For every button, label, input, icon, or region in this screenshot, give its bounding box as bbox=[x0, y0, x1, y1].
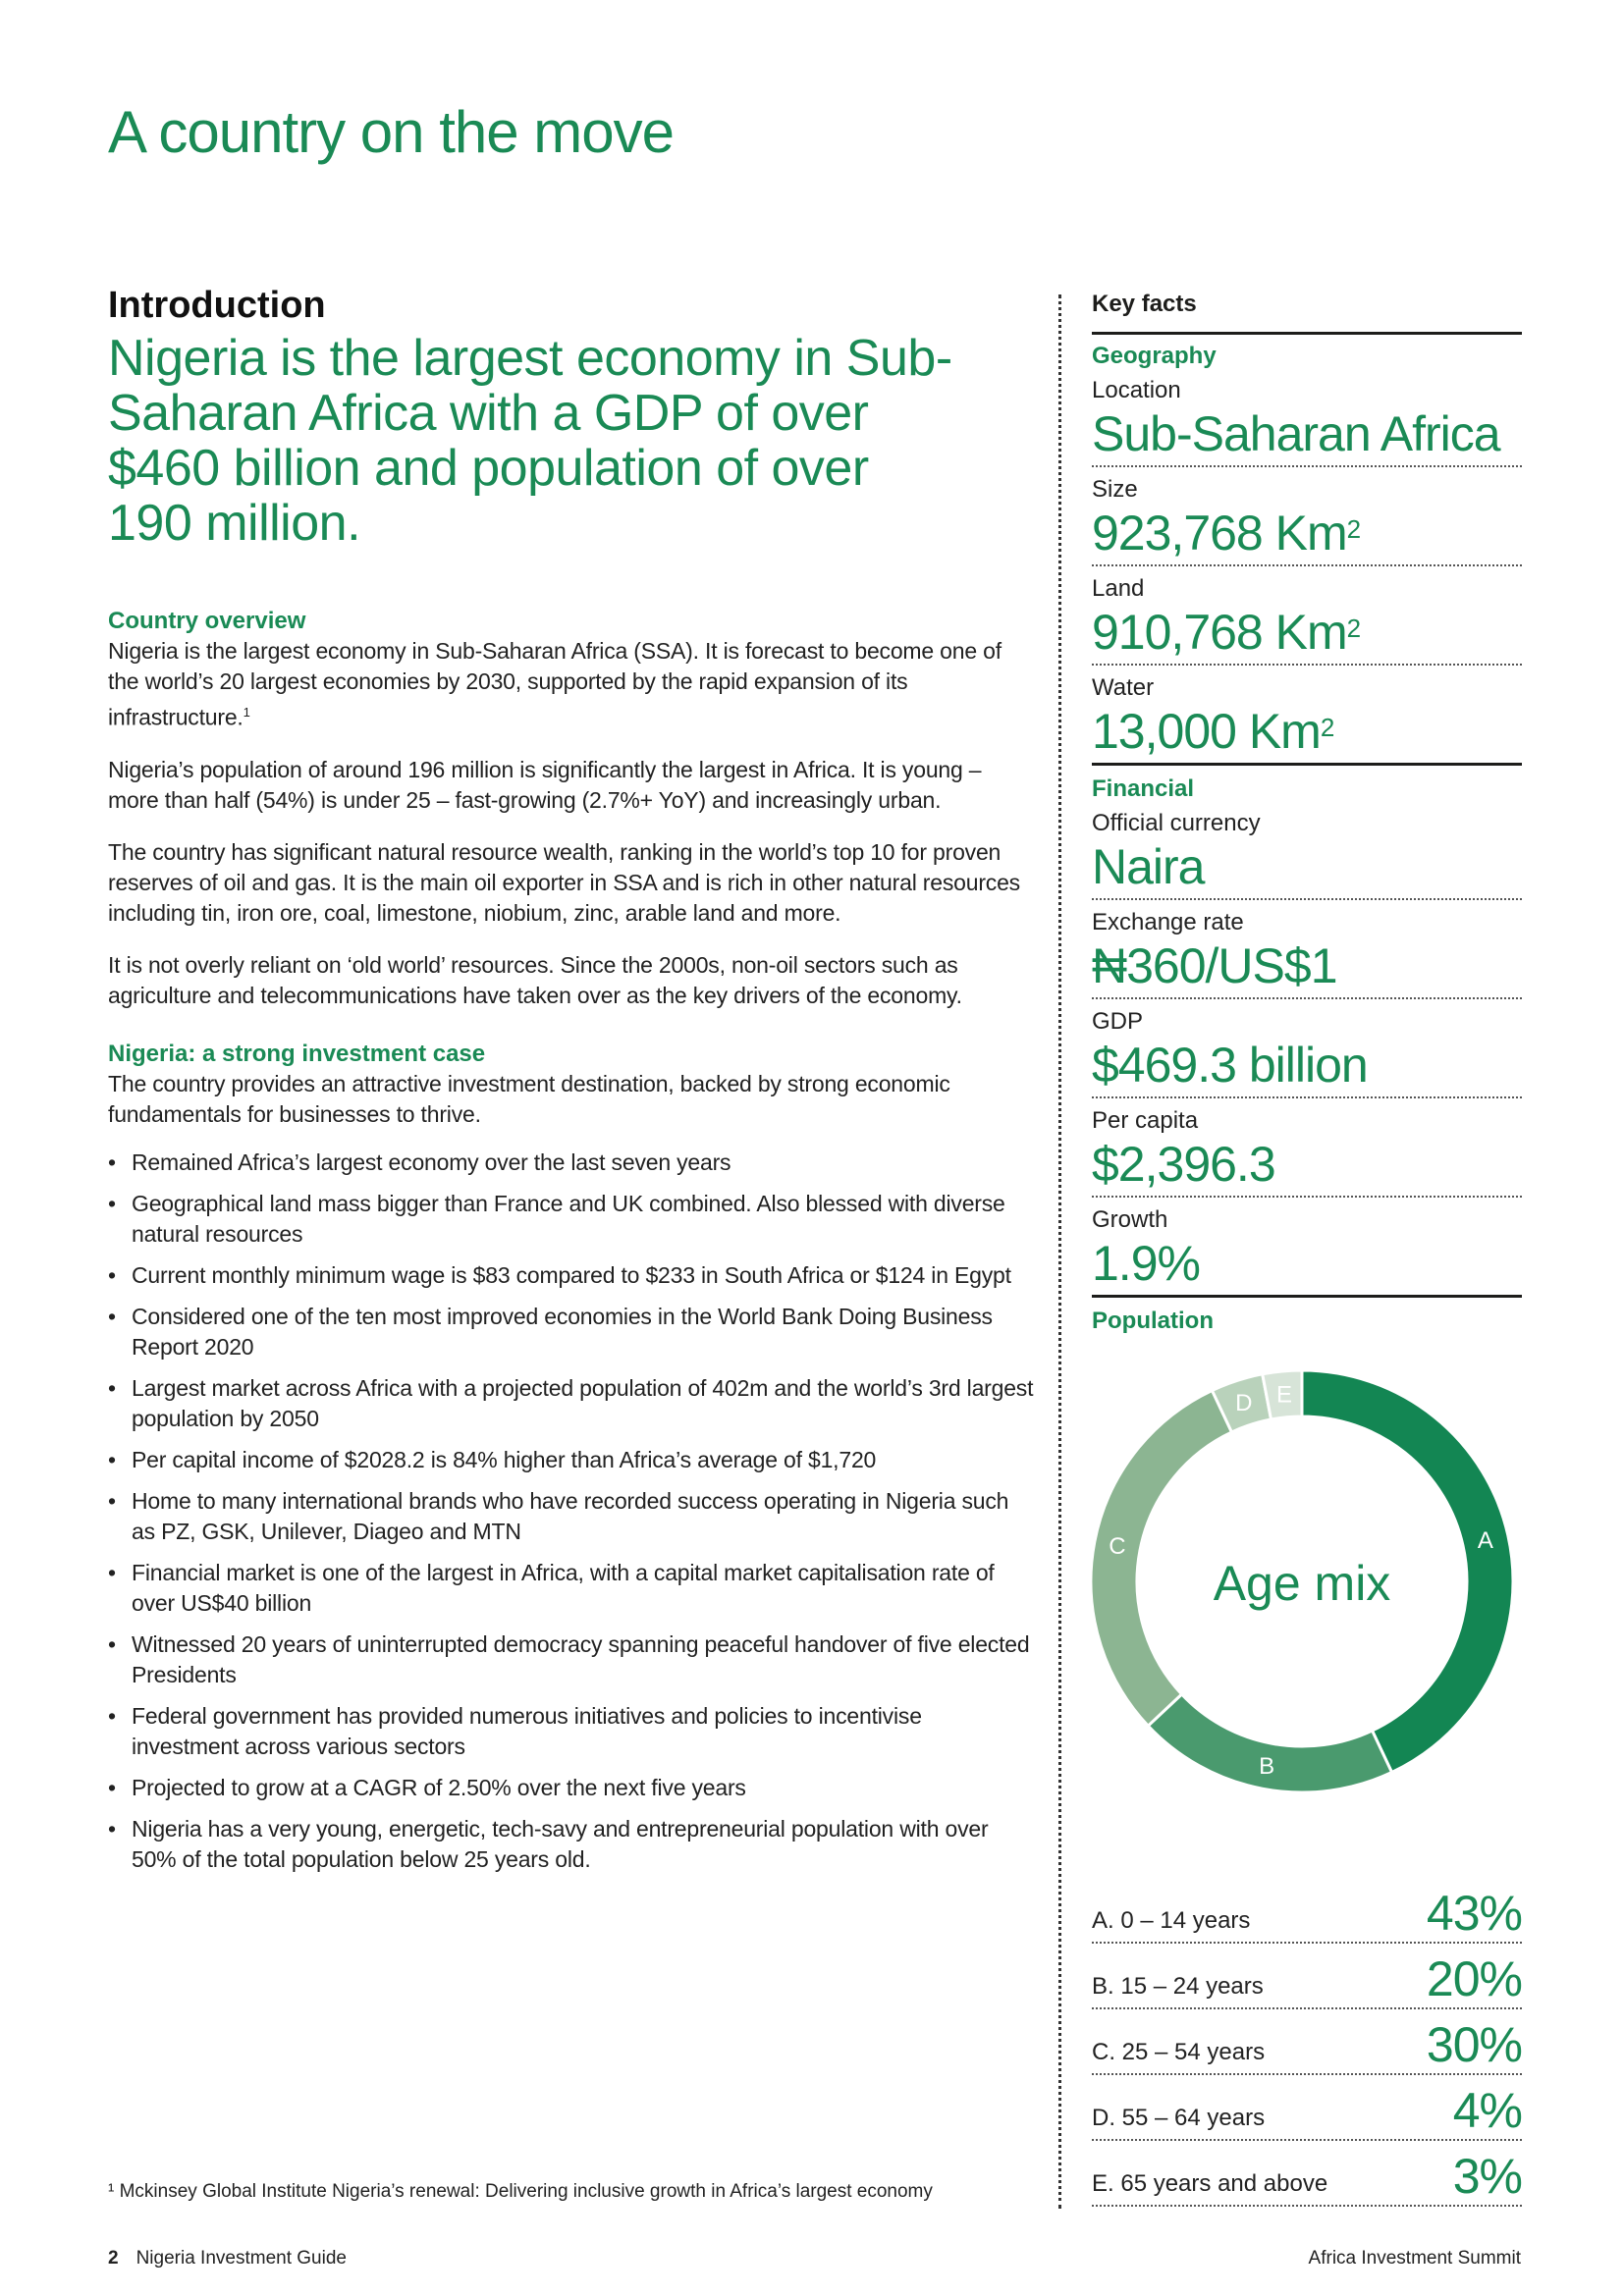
financial-heading: Financial bbox=[1092, 775, 1195, 802]
footnote-marker: 1 bbox=[243, 705, 250, 720]
investment-intro: The country provides an attractive investment destination, backed by strong economic fundamentals for businesses to thrive. bbox=[108, 1070, 950, 1127]
fact-value-text: 923,768 Km bbox=[1092, 506, 1347, 561]
bullet-item: • Nigeria has a very young, energetic, tech-savy and entrepreneurial population with over 50% of the total population below 25 years old. bbox=[108, 1814, 1035, 1875]
fact-gdp bbox=[1092, 1007, 1522, 1098]
donut-slice-label: B bbox=[1259, 1753, 1275, 1781]
footnote: ¹ Mckinsey Global Institute Nigeria’s renewal: Delivering inclusive growth in Africa’s largest economy bbox=[108, 2181, 933, 2202]
donut-slice-label: D bbox=[1235, 1389, 1253, 1416]
overview-paragraph-1-text: Nigeria is the largest economy in Sub-Saharan Africa (SSA). It is forecast to become one of the world’s 20 largest economies by 2030, supported by the rapid expansion of its infrastructure. bbox=[108, 638, 1001, 730]
fact-label: Size bbox=[1092, 476, 1138, 503]
fact-water bbox=[1092, 673, 1522, 766]
page-number: 2 bbox=[108, 2248, 119, 2269]
fact-value bbox=[1092, 703, 1522, 760]
population-heading: Population bbox=[1092, 1308, 1214, 1334]
chart-title: Age mix bbox=[1213, 1556, 1391, 1611]
fact-per-capita bbox=[1092, 1106, 1522, 1198]
investment-bullet-list bbox=[108, 1148, 1036, 1875]
donut-slice-label: C bbox=[1109, 1533, 1126, 1561]
column-divider bbox=[1058, 294, 1061, 2209]
bullet-item: • Projected to grow at a CAGR of 2.50% over the next five years bbox=[108, 1773, 1035, 1803]
fact-label: Land bbox=[1092, 575, 1145, 602]
age-row bbox=[1092, 1947, 1522, 2009]
age-mix-chart bbox=[1092, 1361, 1522, 1802]
bullet-item: • Current monthly minimum wage is $83 compared to $233 in South Africa or $124 in Egypt bbox=[108, 1260, 1035, 1291]
donut-slice-label: E bbox=[1275, 1381, 1292, 1409]
donut-slice-label: A bbox=[1477, 1527, 1493, 1555]
fact-value: Naira bbox=[1092, 839, 1205, 894]
age-value: 20% bbox=[1426, 1951, 1522, 2006]
overview-paragraph-1 bbox=[108, 636, 1036, 733]
footer-left bbox=[108, 2248, 347, 2269]
unit-superscript: 2 bbox=[1320, 713, 1334, 742]
footer-guide-title: Nigeria Investment Guide bbox=[135, 2248, 347, 2269]
footer-right: Africa Investment Summit bbox=[1308, 2248, 1521, 2269]
key-facts-panel bbox=[1092, 291, 1522, 2204]
age-value: 43% bbox=[1426, 1886, 1522, 1941]
fact-label: GDP bbox=[1092, 1008, 1144, 1035]
age-label: C. 25 – 54 years bbox=[1092, 2039, 1266, 2065]
bullet-item: • Per capital income of $2028.2 is 84% higher than Africa’s average of $1,720 bbox=[108, 1445, 1035, 1475]
bullet-item: • Geographical land mass bigger than France and UK combined. Also blessed with diverse natural resources bbox=[108, 1189, 1035, 1250]
overview-paragraph-4: It is not overly reliant on ‘old world’ resources. Since the 2000s, non-oil sectors such as agriculture and telecommunications have taken over as the key drivers of the economy. bbox=[108, 951, 962, 1008]
bullet-item: • Witnessed 20 years of uninterrupted democracy spanning peaceful handover of five elected Presidents bbox=[108, 1629, 1035, 1690]
fact-size bbox=[1092, 475, 1522, 566]
fact-label: Official currency bbox=[1092, 810, 1261, 836]
age-mix-donut bbox=[1092, 1361, 1522, 1802]
age-value: 3% bbox=[1452, 2149, 1522, 2204]
fact-value bbox=[1092, 505, 1522, 561]
bullet-item: • Home to many international brands who have recorded success operating in Nigeria such as PZ, GSK, Unilever, Diageo and MTN bbox=[108, 1486, 1035, 1547]
main-column bbox=[108, 285, 1036, 1886]
bullet-item: • Federal government has provided numerous initiatives and policies to incentivise investment across various sectors bbox=[108, 1701, 1035, 1762]
age-breakdown-list bbox=[1092, 1881, 1522, 2210]
intro-headline: Nigeria is the largest economy in Sub-Saharan Africa with a GDP of over $460 billion and population of over 190 million. bbox=[108, 330, 952, 552]
unit-superscript: 2 bbox=[1346, 514, 1361, 544]
fact-value: 1.9% bbox=[1092, 1236, 1200, 1291]
fact-label: Location bbox=[1092, 377, 1181, 403]
fact-location bbox=[1092, 376, 1522, 467]
age-value: 4% bbox=[1452, 2083, 1522, 2138]
fact-value: Sub-Saharan Africa bbox=[1092, 406, 1500, 461]
fact-value-text: 13,000 Km bbox=[1092, 704, 1321, 759]
unit-superscript: 2 bbox=[1346, 614, 1361, 643]
intro-heading: Introduction bbox=[108, 285, 326, 326]
bullet-item: • Financial market is one of the largest in Africa, with a capital market capitalisation rate of over US$40 billion bbox=[108, 1558, 1035, 1619]
age-label: A. 0 – 14 years bbox=[1092, 1907, 1251, 1934]
fact-growth bbox=[1092, 1205, 1522, 1298]
fact-label: Growth bbox=[1092, 1206, 1168, 1233]
geography-heading: Geography bbox=[1092, 343, 1217, 369]
fact-value bbox=[1092, 604, 1522, 661]
fact-land bbox=[1092, 574, 1522, 666]
fact-currency bbox=[1092, 809, 1522, 900]
fact-value: $469.3 billion bbox=[1092, 1038, 1368, 1093]
fact-value-text: 910,768 Km bbox=[1092, 605, 1347, 660]
fact-exchange-rate bbox=[1092, 908, 1522, 999]
fact-value: $2,396.3 bbox=[1092, 1137, 1275, 1192]
fact-label: Water bbox=[1092, 674, 1155, 701]
investment-case-heading: Nigeria: a strong investment case bbox=[108, 1040, 486, 1067]
fact-label: Exchange rate bbox=[1092, 909, 1244, 935]
bullet-item: • Considered one of the ten most improved economies in the World Bank Doing Business Report 2020 bbox=[108, 1302, 1035, 1362]
overview-paragraph-2: Nigeria’s population of around 196 million is significantly the largest in Africa. It is young – more than half (54%) is under 25 – fast-growing (2.7%+ YoY) and increasingly urban. bbox=[108, 756, 982, 813]
age-label: E. 65 years and above bbox=[1092, 2170, 1328, 2197]
age-label: D. 55 – 64 years bbox=[1092, 2105, 1266, 2131]
age-row bbox=[1092, 2078, 1522, 2141]
page-title: A country on the move bbox=[108, 99, 675, 165]
age-value: 30% bbox=[1426, 2017, 1522, 2072]
country-overview-heading: Country overview bbox=[108, 608, 306, 634]
age-label: B. 15 – 24 years bbox=[1092, 1973, 1264, 2000]
fact-value: ₦360/US$1 bbox=[1092, 938, 1337, 993]
key-facts-title: Key facts bbox=[1092, 291, 1522, 335]
bullet-item: • Largest market across Africa with a projected population of 402m and the world’s 3rd largest population by 2050 bbox=[108, 1373, 1035, 1434]
overview-paragraph-3: The country has significant natural resource wealth, ranking in the world’s top 10 for proven reserves of oil and gas. It is the main oil exporter in SSA and is rich in other natural resources including tin, iron ore, coal, limestone, niobium, zinc, arable land and more. bbox=[108, 838, 1020, 926]
age-row bbox=[1092, 2144, 1522, 2207]
age-row bbox=[1092, 1881, 1522, 1944]
age-row bbox=[1092, 2012, 1522, 2075]
fact-label: Per capita bbox=[1092, 1107, 1199, 1134]
bullet-item: • Remained Africa’s largest economy over the last seven years bbox=[108, 1148, 1035, 1178]
